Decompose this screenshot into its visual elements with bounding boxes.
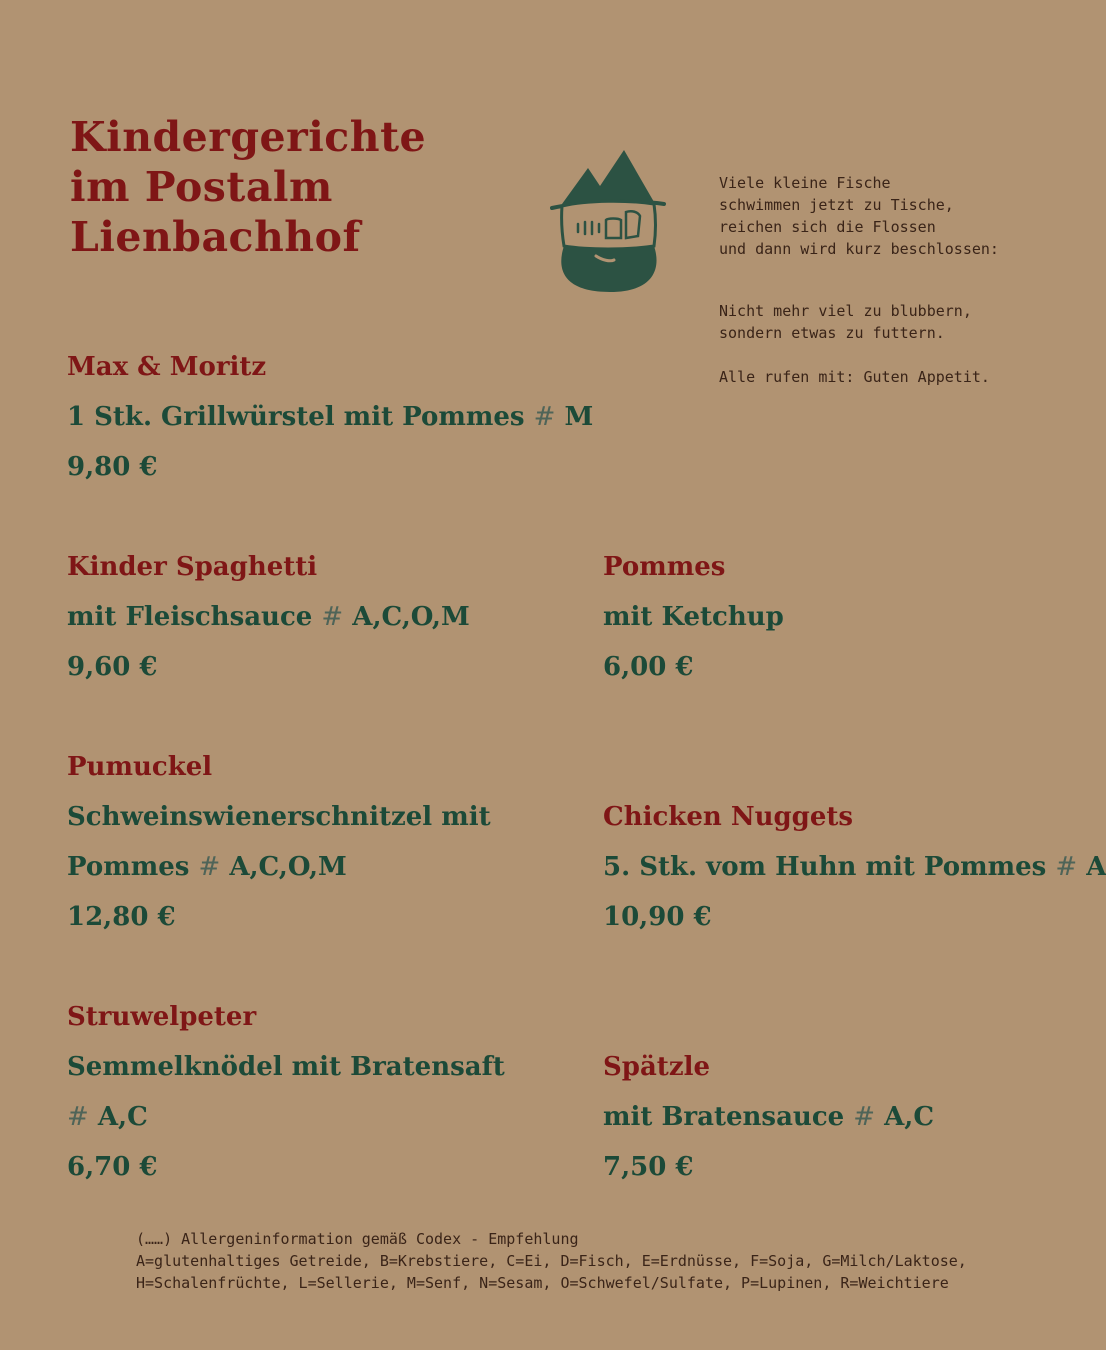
title-line-3: Lienbachhof — [70, 213, 361, 261]
menu-item-spaetzle — [603, 1042, 934, 1192]
dish-description: 1 Stk. Grillwürstel mit Pommes # M — [67, 402, 594, 432]
allergen-legend-line: H=Schalenfrüchte, L=Sellerie, M=Senf, N=Sesam, O=Schwefel/Sulfate, P=Lupinen, R=Weichtiere — [136, 1274, 949, 1292]
allergen-codes: M — [564, 402, 594, 432]
dish-description: Semmelknödel mit Bratensaft — [67, 1052, 505, 1082]
dish-allergens: # A,C — [67, 1102, 148, 1132]
menu-item-pumuckel — [67, 742, 491, 942]
dish-description: mit Bratensauce # A,C — [603, 1102, 935, 1132]
dish-price: 12,80 € — [67, 902, 176, 932]
dish-description: Pommes # A,C,O,M — [67, 852, 347, 882]
poem-line: schwimmen jetzt zu Tische, — [719, 196, 954, 214]
title-line-1: Kindergerichte — [70, 113, 427, 161]
dish-name: Max & Moritz — [67, 352, 267, 382]
dish-name: Spätzle — [603, 1052, 710, 1082]
menu-item-max-moritz — [67, 342, 593, 492]
allergen-codes: A,C — [884, 1102, 935, 1132]
menu-item-chicken-nuggets — [603, 792, 1106, 942]
dish-description: Schweinswienerschnitzel mit — [67, 802, 491, 832]
poem-line: Nicht mehr viel zu blubbern, — [719, 302, 972, 320]
dish-name: Pommes — [603, 552, 726, 582]
poem-line: Viele kleine Fische — [719, 174, 891, 192]
dish-description: 5. Stk. vom Huhn mit Pommes # A — [603, 852, 1106, 882]
page-title — [70, 112, 426, 262]
menu-item-kinder-spaghetti — [67, 542, 470, 692]
dish-name: Kinder Spaghetti — [67, 552, 318, 582]
menu-item-struwelpeter — [67, 992, 505, 1192]
title-line-2: im Postalm — [70, 163, 333, 211]
dish-price: 9,80 € — [67, 452, 158, 482]
dish-name: Struwelpeter — [67, 1002, 257, 1032]
dish-description: mit Fleischsauce # A,C,O,M — [67, 602, 470, 632]
allergen-legend-heading: (……) Allergeninformation gemäß Codex - Empfehlung — [136, 1230, 579, 1248]
allergen-codes: A,C — [97, 1102, 148, 1132]
dish-description: mit Ketchup — [603, 602, 784, 632]
menu-item-pommes — [603, 542, 784, 692]
poem-line: und dann wird kurz beschlossen: — [719, 240, 999, 258]
allergen-legend — [136, 1228, 967, 1294]
house-character-icon — [548, 146, 668, 298]
poem-line: reichen sich die Flossen — [719, 218, 936, 236]
allergen-codes: A,C,O,M — [229, 852, 347, 882]
poem — [719, 172, 999, 388]
dish-price: 6,70 € — [67, 1152, 158, 1182]
poem-line: Alle rufen mit: Guten Appetit. — [719, 368, 990, 386]
dish-price: 9,60 € — [67, 652, 158, 682]
dish-name: Pumuckel — [67, 752, 213, 782]
poem-line: sondern etwas zu futtern. — [719, 324, 945, 342]
dish-name: Chicken Nuggets — [603, 802, 854, 832]
dish-price: 7,50 € — [603, 1152, 694, 1182]
dish-price: 10,90 € — [603, 902, 712, 932]
allergen-codes: A — [1086, 852, 1106, 882]
dish-price: 6,00 € — [603, 652, 694, 682]
allergen-codes: A,C,O,M — [352, 602, 470, 632]
allergen-legend-line: A=glutenhaltiges Getreide, B=Krebstiere, C=Ei, D=Fisch, E=Erdnüsse, F=Soja, G=Milch/Laktose, — [136, 1252, 967, 1270]
